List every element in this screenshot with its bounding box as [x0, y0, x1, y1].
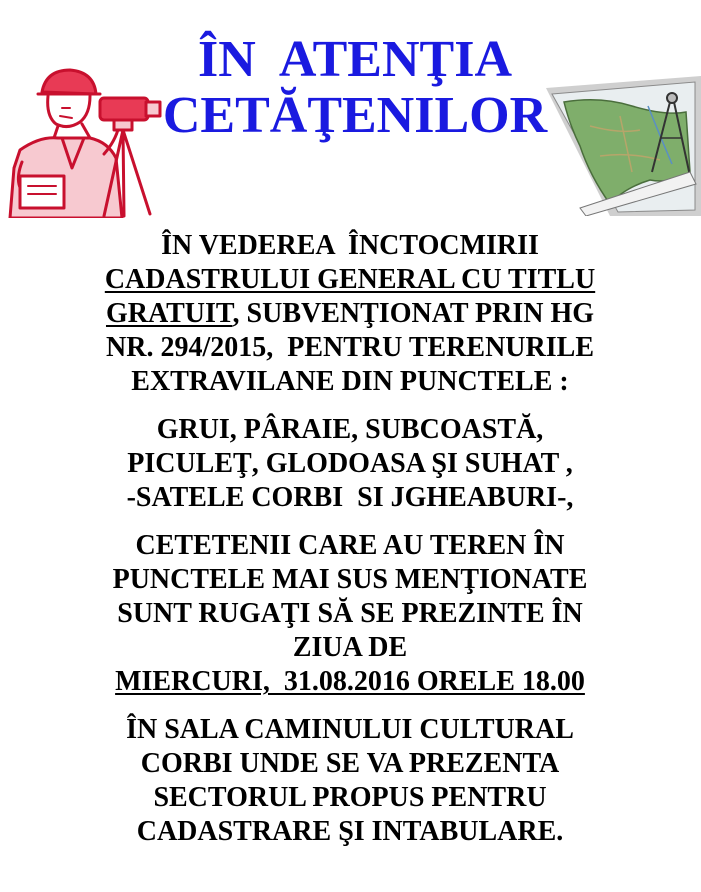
purpose-line-5: EXTRAVILANE DIN PUNCTELE : [131, 366, 569, 397]
purpose-line-3-rest: , SUBVENŢIONAT PRIN HG [232, 298, 595, 329]
invitation-line-3: SUNT RUGAŢI SĂ SE PREZINTE ÎN [117, 598, 583, 629]
purpose-line-1: ÎN VEDEREA ÎNCTOCMIRII [161, 230, 539, 261]
announcement-body [60, 229, 640, 863]
venue-line-2: CORBI UNDE SE VA PREZENTA [140, 748, 560, 779]
venue-line-3: SECTORUL PROPUS PENTRU [153, 782, 547, 813]
purpose-line-2-underlined: CADASTRULUI GENERAL CU TITLU [104, 264, 596, 295]
locations-line-3: -SATELE CORBI SI JGHEABURI-, [126, 482, 574, 513]
locations-line-1: GRUI, PÂRAIE, SUBCOASTĂ, [156, 414, 544, 445]
venue-line-1: ÎN SALA CAMINULUI CULTURAL [126, 714, 574, 745]
paragraph-venue [60, 713, 640, 849]
paragraph-invitation [60, 529, 640, 699]
surveyor-illustration [0, 58, 170, 218]
title-line-2: CETĂŢENILOR [162, 87, 548, 144]
invitation-line-1: CETETENII CARE AU TEREN ÎN [135, 530, 565, 561]
paragraph-purpose [60, 229, 640, 399]
venue-line-4: CADASTRARE ŞI INTABULARE. [136, 816, 564, 847]
invitation-line-2: PUNCTELE MAI SUS MENŢIONATE [112, 564, 588, 595]
meeting-datetime-underlined: MIERCURI, 31.08.2016 ORELE 18.00 [115, 666, 585, 697]
title-line-1: ÎN ATENŢIA [197, 31, 512, 88]
purpose-line-4: NR. 294/2015, PENTRU TERENURILE [106, 332, 594, 363]
announcement-title [120, 32, 590, 144]
map-compass-illustration [540, 76, 701, 216]
purpose-line-3 [60, 297, 640, 331]
paragraph-locations [60, 413, 640, 515]
locations-line-2: PICULEŢ, GLODOASA ŞI SUHAT , [127, 448, 573, 479]
purpose-line-3-underlined: GRATUIT [105, 298, 233, 329]
invitation-line-4: ZIUA DE [292, 632, 408, 663]
meeting-datetime [60, 665, 640, 699]
purpose-line-2 [60, 263, 640, 297]
